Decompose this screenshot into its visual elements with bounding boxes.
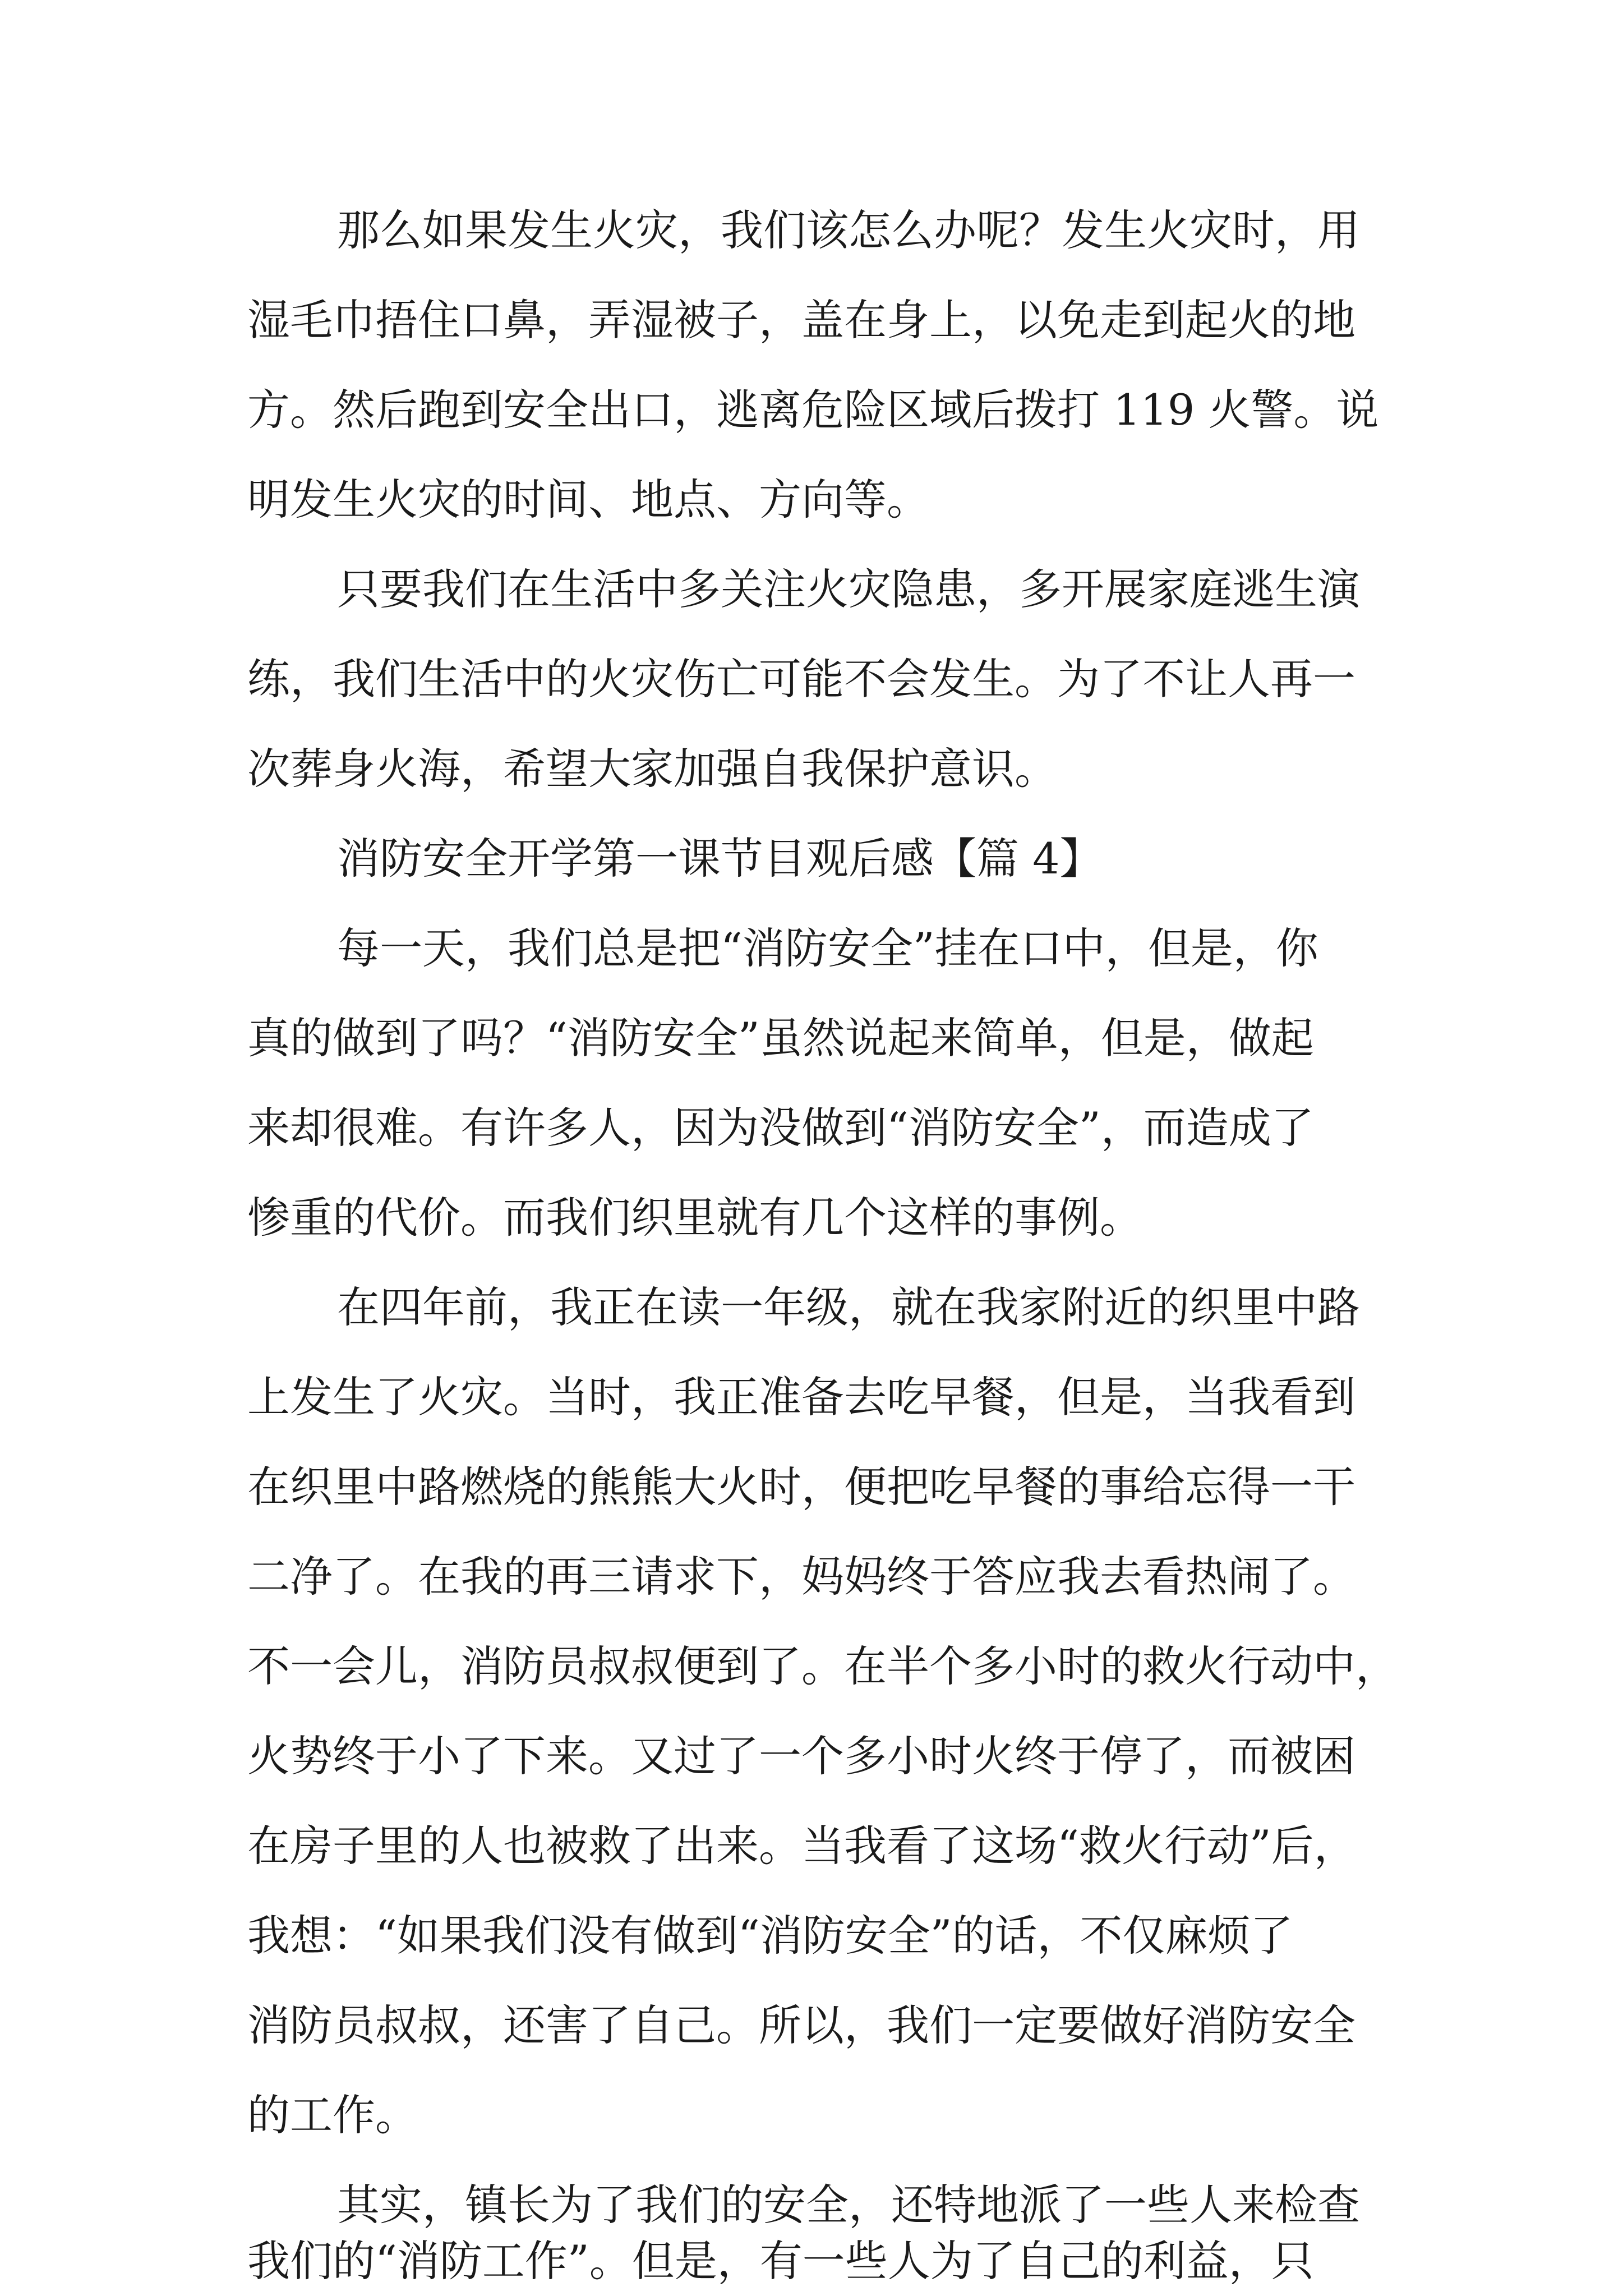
text-line: 在四年前，我正在读一年级，就在我家附近的织里中路	[337, 1282, 1360, 1332]
text-line: 方。然后跑到安全出口，逃离危险区域后拨打 119 火警。说	[247, 385, 1379, 435]
text-line: 惨重的代价。而我们织里就有几个这样的事例。	[247, 1193, 1142, 1243]
text-line: 只要我们在生活中多关注火灾隐患，多开展家庭逃生演	[337, 564, 1360, 614]
text-line: 我想：“如果我们没有做到“消防安全”的话，不仅麻烦了	[247, 1911, 1293, 1961]
text-line: 不一会儿，消防员叔叔便到了。在半个多小时的救火行动中，	[247, 1641, 1398, 1691]
text-line: 在织里中路燃烧的熊熊大火时，便把吃早餐的事给忘得一干	[247, 1462, 1355, 1512]
text-line: 的工作。	[247, 2090, 418, 2140]
text-line: 那么如果发生火灾，我们该怎么办呢？发生火灾时，用	[337, 205, 1360, 255]
text-line: 上发生了火灾。当时，我正准备去吃早餐，但是，当我看到	[247, 1372, 1355, 1422]
text-line: 火势终于小了下来。又过了一个多小时火终于停了，而被困	[247, 1731, 1355, 1781]
text-line: 湿毛巾捂住口鼻，弄湿被子，盖在身上，以免走到起火的地	[247, 295, 1355, 345]
section-title: 消防安全开学第一课节目观后感【篇 4】	[337, 834, 1103, 884]
text-line: 在房子里的人也被救了出来。当我看了这场“救火行动”后，	[247, 1821, 1357, 1871]
text-line: 每一天，我们总是把“消防安全”挂在口中，但是，你	[337, 923, 1318, 973]
text-line: 明发生火灾的时间、地点、方向等。	[247, 475, 929, 524]
text-line: 消防员叔叔，还害了自己。所以，我们一定要做好消防安全	[247, 2000, 1355, 2050]
text-line: 二净了。在我的再三请求下，妈妈终于答应我去看热闹了。	[247, 1552, 1355, 1602]
text-line: 练，我们生活中的火灾伤亡可能不会发生。为了不让人再一	[247, 654, 1355, 704]
text-line: 其实，镇长为了我们的安全，还特地派了一些人来检查	[337, 2180, 1360, 2230]
text-line: 次葬身火海，希望大家加强自我保护意识。	[247, 744, 1057, 794]
text-line: 来却很难。有许多人，因为没做到“消防安全”，而造成了	[247, 1103, 1314, 1153]
text-line: 真的做到了吗？“消防安全”虽然说起来简单，但是，做起	[247, 1013, 1314, 1063]
text-line: 我们的“消防工作”。但是，有一些人为了自己的利益，只	[247, 2236, 1314, 2286]
